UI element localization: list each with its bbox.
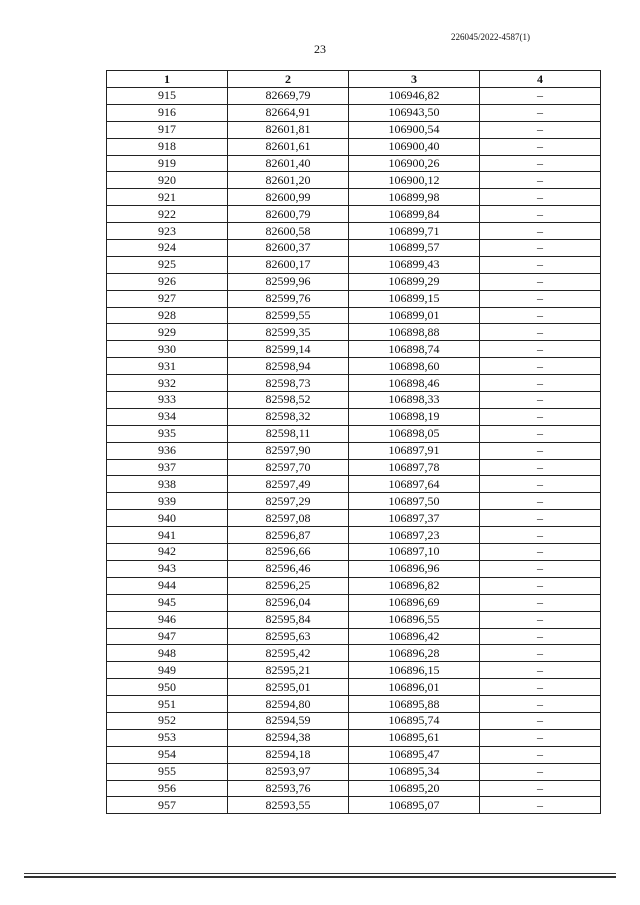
table-header-row xyxy=(107,71,601,88)
table-cell: 925 xyxy=(107,256,228,273)
table-cell: 937 xyxy=(107,459,228,476)
table-row xyxy=(107,797,601,814)
table-row xyxy=(107,290,601,307)
table-cell: 82595,21 xyxy=(228,662,349,679)
table-row xyxy=(107,341,601,358)
table-cell: – xyxy=(480,729,601,746)
footer-rule xyxy=(24,873,616,874)
table-cell: 923 xyxy=(107,223,228,240)
table-cell: – xyxy=(480,763,601,780)
table-cell: 82594,18 xyxy=(228,746,349,763)
table-cell: 919 xyxy=(107,155,228,172)
table-row xyxy=(107,611,601,628)
table-cell: – xyxy=(480,493,601,510)
table-cell: 942 xyxy=(107,544,228,561)
table-cell: 950 xyxy=(107,679,228,696)
table-cell: 927 xyxy=(107,290,228,307)
table-cell: 82601,61 xyxy=(228,138,349,155)
table-cell: – xyxy=(480,172,601,189)
table-cell: – xyxy=(480,256,601,273)
table-cell: 82664,91 xyxy=(228,104,349,121)
table-cell: 106897,78 xyxy=(349,459,480,476)
table-cell: 82600,37 xyxy=(228,240,349,257)
table-cell: 106897,10 xyxy=(349,544,480,561)
table-cell: 947 xyxy=(107,628,228,645)
table-cell: 82600,58 xyxy=(228,223,349,240)
column-header: 4 xyxy=(480,71,601,88)
table-cell: 946 xyxy=(107,611,228,628)
table-cell: 916 xyxy=(107,104,228,121)
table-cell: 82596,46 xyxy=(228,560,349,577)
table-cell: – xyxy=(480,696,601,713)
table-cell: – xyxy=(480,527,601,544)
table-row xyxy=(107,240,601,257)
table-cell: 106943,50 xyxy=(349,104,480,121)
table-cell: 106900,26 xyxy=(349,155,480,172)
table-cell: – xyxy=(480,121,601,138)
table-cell: 941 xyxy=(107,527,228,544)
table-cell: 956 xyxy=(107,780,228,797)
table-cell: 951 xyxy=(107,696,228,713)
column-header: 1 xyxy=(107,71,228,88)
table-cell: – xyxy=(480,594,601,611)
table-row xyxy=(107,121,601,138)
table-cell: – xyxy=(480,577,601,594)
table-cell: 934 xyxy=(107,408,228,425)
table-cell: 82593,55 xyxy=(228,797,349,814)
table-row xyxy=(107,425,601,442)
table-cell: – xyxy=(480,307,601,324)
table-cell: 917 xyxy=(107,121,228,138)
table-cell: 106895,61 xyxy=(349,729,480,746)
table-cell: 106895,07 xyxy=(349,797,480,814)
table-cell: 82595,01 xyxy=(228,679,349,696)
table-cell: – xyxy=(480,240,601,257)
table-row xyxy=(107,594,601,611)
table-row xyxy=(107,628,601,645)
table-cell: – xyxy=(480,442,601,459)
table-cell: 82601,40 xyxy=(228,155,349,172)
table-cell: – xyxy=(480,223,601,240)
table-cell: 106896,69 xyxy=(349,594,480,611)
table-cell: 106900,54 xyxy=(349,121,480,138)
table-row xyxy=(107,560,601,577)
table-cell: – xyxy=(480,358,601,375)
table-cell: – xyxy=(480,290,601,307)
table-cell: 82598,32 xyxy=(228,408,349,425)
table-cell: 82596,87 xyxy=(228,527,349,544)
table-cell: – xyxy=(480,459,601,476)
column-header: 2 xyxy=(228,71,349,88)
table-cell: – xyxy=(480,341,601,358)
table-cell: 955 xyxy=(107,763,228,780)
table-row xyxy=(107,679,601,696)
table-cell: 82595,63 xyxy=(228,628,349,645)
coordinates-table xyxy=(106,70,601,814)
table-cell: – xyxy=(480,408,601,425)
table-row xyxy=(107,510,601,527)
table-cell: 106897,91 xyxy=(349,442,480,459)
table-cell: 82599,76 xyxy=(228,290,349,307)
table-cell: – xyxy=(480,392,601,409)
table-cell: 106899,15 xyxy=(349,290,480,307)
table-cell: 106899,57 xyxy=(349,240,480,257)
table-cell: – xyxy=(480,611,601,628)
table-cell: – xyxy=(480,662,601,679)
table-cell: – xyxy=(480,324,601,341)
table-row xyxy=(107,408,601,425)
table-cell: 926 xyxy=(107,273,228,290)
table-row xyxy=(107,358,601,375)
table-cell: – xyxy=(480,544,601,561)
table-cell: 106897,37 xyxy=(349,510,480,527)
table-cell: 82594,59 xyxy=(228,712,349,729)
table-cell: 106898,74 xyxy=(349,341,480,358)
table-row xyxy=(107,138,601,155)
table-cell: – xyxy=(480,645,601,662)
table-cell: 106898,46 xyxy=(349,375,480,392)
table-cell: 943 xyxy=(107,560,228,577)
table-cell: 915 xyxy=(107,88,228,105)
table-cell: 106899,84 xyxy=(349,206,480,223)
table-row xyxy=(107,206,601,223)
table-cell: 931 xyxy=(107,358,228,375)
table-cell: – xyxy=(480,138,601,155)
table-cell: 940 xyxy=(107,510,228,527)
table-cell: – xyxy=(480,155,601,172)
table-cell: 82597,49 xyxy=(228,476,349,493)
table-cell: 82597,70 xyxy=(228,459,349,476)
table-row xyxy=(107,493,601,510)
table-row xyxy=(107,223,601,240)
table-cell: – xyxy=(480,88,601,105)
table-cell: 82597,90 xyxy=(228,442,349,459)
table-cell: 106896,55 xyxy=(349,611,480,628)
table-cell: – xyxy=(480,104,601,121)
table-cell: 106898,60 xyxy=(349,358,480,375)
table-cell: 106896,15 xyxy=(349,662,480,679)
table-cell: 938 xyxy=(107,476,228,493)
footer-rule xyxy=(24,876,616,878)
table-cell: – xyxy=(480,560,601,577)
table-cell: 106896,28 xyxy=(349,645,480,662)
table-cell: 82594,38 xyxy=(228,729,349,746)
table-cell: 106900,40 xyxy=(349,138,480,155)
table-cell: 922 xyxy=(107,206,228,223)
document-number: 226045/2022-4587(1) xyxy=(451,32,530,42)
table-cell: 928 xyxy=(107,307,228,324)
table-cell: – xyxy=(480,273,601,290)
table-cell: 82597,08 xyxy=(228,510,349,527)
page-number: 23 xyxy=(314,42,326,56)
table-cell: 82600,17 xyxy=(228,256,349,273)
table-cell: 929 xyxy=(107,324,228,341)
table-cell: 954 xyxy=(107,746,228,763)
table-cell: 82599,96 xyxy=(228,273,349,290)
table-cell: – xyxy=(480,425,601,442)
table-row xyxy=(107,307,601,324)
table-cell: 82596,66 xyxy=(228,544,349,561)
table-cell: – xyxy=(480,797,601,814)
table-row xyxy=(107,527,601,544)
table-cell: 82600,99 xyxy=(228,189,349,206)
table-row xyxy=(107,88,601,105)
table-cell: 106898,05 xyxy=(349,425,480,442)
table-cell: 82594,80 xyxy=(228,696,349,713)
table-cell: – xyxy=(480,189,601,206)
table-cell: 106895,74 xyxy=(349,712,480,729)
table-cell: 106898,19 xyxy=(349,408,480,425)
table-row xyxy=(107,645,601,662)
table-row xyxy=(107,273,601,290)
table-cell: 930 xyxy=(107,341,228,358)
table-row xyxy=(107,189,601,206)
table-cell: 933 xyxy=(107,392,228,409)
table-cell: – xyxy=(480,510,601,527)
table-row xyxy=(107,696,601,713)
table-row xyxy=(107,392,601,409)
table-row xyxy=(107,442,601,459)
table-row xyxy=(107,712,601,729)
table-row xyxy=(107,746,601,763)
table-cell: 936 xyxy=(107,442,228,459)
table-cell: 82598,52 xyxy=(228,392,349,409)
table-cell: 944 xyxy=(107,577,228,594)
table-cell: 106895,34 xyxy=(349,763,480,780)
table-cell: 932 xyxy=(107,375,228,392)
table-cell: 953 xyxy=(107,729,228,746)
table-cell: 957 xyxy=(107,797,228,814)
table-cell: – xyxy=(480,628,601,645)
table-row xyxy=(107,256,601,273)
table-cell: 106896,82 xyxy=(349,577,480,594)
table-row xyxy=(107,476,601,493)
table-cell: 106896,42 xyxy=(349,628,480,645)
table-cell: 82599,35 xyxy=(228,324,349,341)
table-row xyxy=(107,104,601,121)
table-row xyxy=(107,763,601,780)
table-row xyxy=(107,459,601,476)
table-cell: 82600,79 xyxy=(228,206,349,223)
table-cell: 106897,50 xyxy=(349,493,480,510)
table-cell: 106895,47 xyxy=(349,746,480,763)
table-cell: 106900,12 xyxy=(349,172,480,189)
table-cell: – xyxy=(480,780,601,797)
table-row xyxy=(107,780,601,797)
table-cell: 106895,20 xyxy=(349,780,480,797)
table-cell: 949 xyxy=(107,662,228,679)
table-cell: 82595,42 xyxy=(228,645,349,662)
table-cell: 106946,82 xyxy=(349,88,480,105)
table-row xyxy=(107,375,601,392)
table-cell: 952 xyxy=(107,712,228,729)
table-cell: 920 xyxy=(107,172,228,189)
table-cell: 82598,11 xyxy=(228,425,349,442)
table-cell: 82601,81 xyxy=(228,121,349,138)
table-row xyxy=(107,544,601,561)
table-body xyxy=(107,88,601,814)
table-cell: – xyxy=(480,712,601,729)
table-row xyxy=(107,662,601,679)
table-cell: 82598,94 xyxy=(228,358,349,375)
table-cell: 82601,20 xyxy=(228,172,349,189)
table-cell: 82596,04 xyxy=(228,594,349,611)
table-row xyxy=(107,729,601,746)
table-cell: 924 xyxy=(107,240,228,257)
column-header: 3 xyxy=(349,71,480,88)
table-cell: 935 xyxy=(107,425,228,442)
table-cell: 82669,79 xyxy=(228,88,349,105)
table-cell: 106898,88 xyxy=(349,324,480,341)
table-cell: 106897,23 xyxy=(349,527,480,544)
table-cell: 82599,14 xyxy=(228,341,349,358)
table-cell: 106899,71 xyxy=(349,223,480,240)
table-cell: 106899,43 xyxy=(349,256,480,273)
table-cell: 82598,73 xyxy=(228,375,349,392)
table-cell: – xyxy=(480,375,601,392)
table-cell: 106896,01 xyxy=(349,679,480,696)
table-cell: 82599,55 xyxy=(228,307,349,324)
table-cell: 948 xyxy=(107,645,228,662)
table-cell: 106895,88 xyxy=(349,696,480,713)
table-row xyxy=(107,172,601,189)
table-cell: – xyxy=(480,679,601,696)
table-cell: 939 xyxy=(107,493,228,510)
table-cell: 106897,64 xyxy=(349,476,480,493)
table-cell: 82593,76 xyxy=(228,780,349,797)
table-row xyxy=(107,155,601,172)
table-cell: 106899,01 xyxy=(349,307,480,324)
table-cell: 921 xyxy=(107,189,228,206)
table-cell: – xyxy=(480,746,601,763)
table-cell: 106899,98 xyxy=(349,189,480,206)
table-row xyxy=(107,324,601,341)
table-cell: 82593,97 xyxy=(228,763,349,780)
table-cell: 106898,33 xyxy=(349,392,480,409)
table-cell: 82597,29 xyxy=(228,493,349,510)
table-cell: 106896,96 xyxy=(349,560,480,577)
table-cell: 945 xyxy=(107,594,228,611)
table-row xyxy=(107,577,601,594)
table-cell: – xyxy=(480,206,601,223)
table-cell: 82596,25 xyxy=(228,577,349,594)
table-cell: 106899,29 xyxy=(349,273,480,290)
table-cell: 918 xyxy=(107,138,228,155)
table-cell: – xyxy=(480,476,601,493)
table-cell: 82595,84 xyxy=(228,611,349,628)
